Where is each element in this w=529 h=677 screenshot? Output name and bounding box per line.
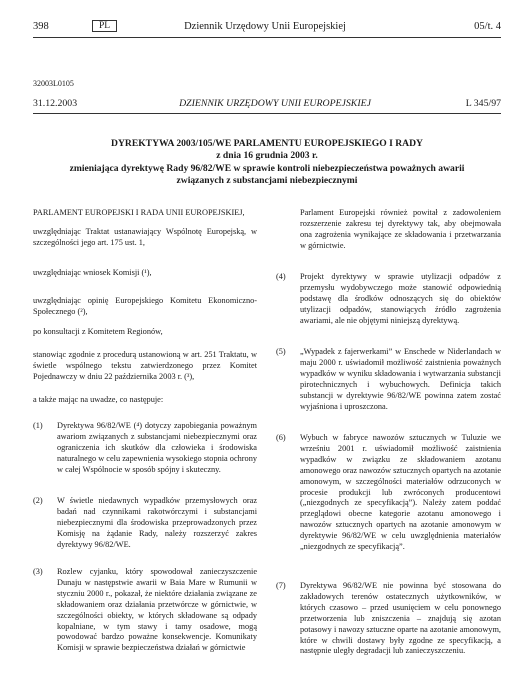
document-title <box>33 138 501 187</box>
recital-text: Dyrektywa 96/82/WE nie powinna być stosowana do zakładowych terenów ostatecznych użytkowników, w których czasowo – przed usunięciem w celu ponownego przetworzenia lub zniszczenia – znajdują się azotan potasowy i nawozy sztuczne oparte na azotanie amonowym, które w chwili dostawy były zgodne ze specyfikacją, a następnie uległy degradacji lub zanieczyszczeniu. <box>300 581 501 656</box>
recital-text: Wybuch w fabryce nawozów sztucznych w Tuluzie we wrześniu 2001 r. uświadomił możliwość zaistnienia wypadków w związku ze składowaniem azotanu amonowego oraz nawozów sztucznych opartych na azotanie amonowym, w szczególności materiałów odrzuconych w procesie produkcji lub zwróconych producentowi („niezgodnych ze specyfikacją”). Należy zatem poddać przeglądowi obecne kategorie azotanu amonowego i nawozów sztucznych opartych na azotanie amonowym w dyrektywie 96/82/WE w celu uwzględnienia materiałów „niezgodnych ze specyfikacją”. <box>300 433 501 552</box>
language-code-badge: PL <box>92 20 117 32</box>
recital-text: „Wypadek z fajerwerkami” w Enschede w Niderlandach w maju 2000 r. uświadomił możliwość zaistnienia poważnych wypadków w wyniku składowania i wytwarzania substancji pirotechnicznych i wybuchowych. Definicja takich substancji w dyrektywie 96/82/WE powinna zatem zostać wyjaśniona i uproszczona. <box>300 347 501 411</box>
sub-header-rule <box>33 113 501 114</box>
header-rule <box>33 37 501 38</box>
legal-basis-treaty: uwzględniając Traktat ustanawiający Wspólnotę Europejską, w szczególności jego art. 175 ust. 1, <box>33 227 257 247</box>
recital-number: (1) <box>33 421 43 430</box>
title-line-2: z dnia 16 grudnia 2003 r. <box>216 150 318 162</box>
chapter-reference: 05/t. 4 <box>474 21 501 32</box>
recital-text: Projekt dyrektywy w sprawie utylizacji odpadów z przemysłu wydobywczego może stanowić odpowiednią podstawę dla środków odnoszących się do obiektów utylizacji odpadów, stanowiących źródło zagrożenia awariami, ale nie objętymi niniejszą dyrektywą. <box>300 272 501 325</box>
recital-text: Dyrektywa 96/82/WE (⁴) dotyczy zapobiegania poważnym awariom związanych z substancjami niebezpiecznymi oraz ograniczenia ich skutków dla człowieka i środowiska naturalnego w celu zapewnienia wysokiego stopnia ochrony w całej Wspólnocie w sposób spójny i skuteczny. <box>57 421 257 474</box>
procedure-statement: stanowiąc zgodnie z procedurą ustanowioną w art. 251 Traktatu, w świetle wspólnego tekstu zatwierdzonego przez Komitet Pojednawczy w dniu 22 października 2003 r. (³), <box>33 350 257 381</box>
recital-number: (2) <box>33 496 43 505</box>
recital-number: (4) <box>276 272 286 281</box>
commission-proposal: uwzględniając wniosek Komisji (¹), <box>33 268 152 277</box>
regions-consultation: po konsultacji z Komitetem Regionów, <box>33 327 163 336</box>
committee-opinion: uwzględniając opinię Europejskiego Komitetu Ekonomiczno-Społecznego (²), <box>33 296 257 316</box>
page-number: 398 <box>33 21 49 32</box>
recital-text: Rozlew cyjanku, który spowodował zanieczyszczenie Dunaju w następstwie awarii w Baia Mare w Rumunii w styczniu 2000 r., pokazał, że niektóre działania związane ze składowaniem oraz działania przetwórcze w górnictwie, w szczególności obiekty, w których składowane są odpady kopalniane, w tym stawy i tamy osadowe, mogą powodować bardzo poważne konsekwencje. Komunikaty Komisji w sprawie bezpieczeństwa działań w górnictwie <box>57 567 257 653</box>
journal-title: Dziennik Urzędowy Unii Europejskiej <box>184 21 346 32</box>
recital-text: W świetle niedawnych wypadków przemysłowych oraz badań nad czynnikami rakotwórczymi i substancjami niebezpiecznymi dla środowiska przeprowadzonych przez Komisję na żądanie Rady, należy rozszerzyć zakres dyrektywy 96/82/WE. <box>57 496 257 549</box>
title-line-4: związanych z substancjami niebezpiecznymi <box>176 174 358 186</box>
document-id: 32003L0105 <box>33 79 74 88</box>
publication-date: 31.12.2003 <box>33 98 78 109</box>
recital-number: (3) <box>33 567 43 576</box>
official-journal-name: DZIENNIK URZĘDOWY UNII EUROPEJSKIEJ <box>179 98 371 109</box>
preamble-intro: PARLAMENT EUROPEJSKI I RADA UNII EUROPEJSKIEJ, <box>33 208 245 217</box>
title-line-3: zmieniająca dyrektywę Rady 96/82/WE w sprawie kontroli niebezpieczeństwa poważnych awarii <box>69 162 465 174</box>
recitals-intro: a także mając na uwadze, co następuje: <box>33 395 164 404</box>
recital-number: (6) <box>276 433 286 442</box>
recital-number: (7) <box>276 581 286 590</box>
recital-number: (5) <box>276 347 286 356</box>
journal-reference: L 345/97 <box>465 98 501 109</box>
recital-continuation: Parlament Europejski również powitał z zadowoleniem rozszerzenie zakresu tej dyrektywy tak, aby obejmowała ona zagrożenia wynikające ze składowania i przetwarzania w górnictwie. <box>300 208 501 250</box>
title-line-1: DYREKTYWA 2003/105/WE PARLAMENTU EUROPEJSKIEGO I RADY <box>111 138 423 149</box>
